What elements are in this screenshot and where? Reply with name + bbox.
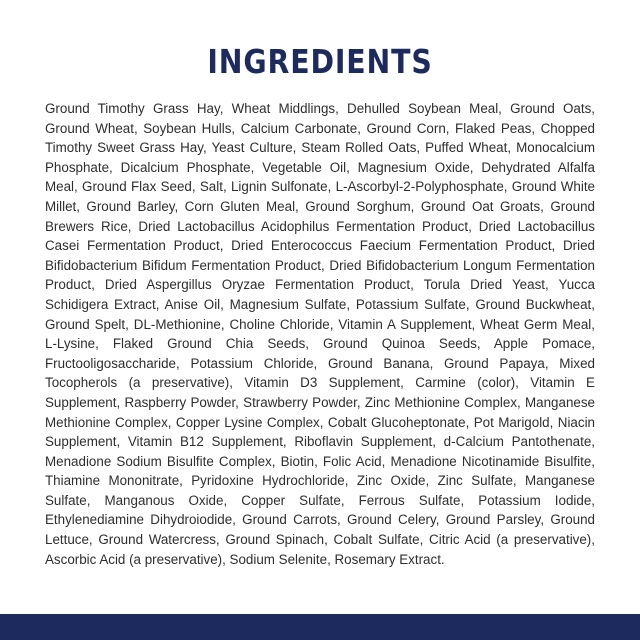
footer-bar — [0, 614, 640, 640]
page-title: INGREDIENTS — [207, 42, 433, 81]
ingredients-list: Ground Timothy Grass Hay, Wheat Middlings, Dehulled Soybean Meal, Ground Oats, Ground Wheat, Soybean Hulls, Calcium Carbonate, Ground Corn, Flaked Peas, Chopped Timothy Sweet Grass Hay, Yeast Culture, Steam Rolled Oats, Puffed Wheat, Monocalcium Phosphate, Dicalcium Phosphate, Vegetable Oil, Magnesium Oxide, Dehydrated Alfalfa Meal, Ground Flax Seed, Salt, Lignin Sulfonate, L-Ascorbyl-2-Polyphosphate, Ground White Millet, Ground Barley, Corn Gluten Meal, Ground Sorghum, Ground Oat Groats, Ground Brewers Rice, Dried Lactobacillus Acidophilus Fermentation Product, Dried Lactobacillus Casei Fermentation Product, Dried Enterococcus Faecium Fermentation Product, Dried Bifidobacterium Bifidum Fermentation Product, Dried Bifidobacterium Longum Fermentation Product, Dried Aspergillus Oryzae Fermentation Product, Torula Dried Yeast, Yucca Schidigera Extract, Anise Oil, Magnesium Sulfate, Potassium Sulfate, Ground Buckwheat, Ground Spelt, DL-Methionine, Choline Chloride, Vitamin A Supplement, Wheat Germ Meal, L-Lysine, Flaked Ground Chia Seeds, Ground Quinoa Seeds, Apple Pomace, Fructooligosaccharide, Potassium Chloride, Ground Banana, Ground Papaya, Mixed Tocopherols (a preservative), Vitamin D3 Supplement, Carmine (color), Vitamin E Supplement, Raspberry Powder, Strawberry Powder, Zinc Methionine Complex, Manganese Methionine Complex, Copper Lysine Complex, Cobalt Glucoheptonate, Pot Marigold, Niacin Supplement, Vitamin B12 Supplement, Riboflavin Supplement, d-Calcium Pantothenate, Menadione Sodium Bisulfite Complex, Biotin, Folic Acid, Menadione Nicotinamide Bisulfite, Thiamine Mononitrate, Pyridoxine Hydrochloride, Zinc Oxide, Zinc Sulfate, Manganese Sulfate, Manganous Oxide, Copper Sulfate, Ferrous Sulfate, Potassium Iodide, Ethylenediamine Dihydroiodide, Ground Carrots, Ground Celery, Ground Parsley, Ground Lettuce, Ground Watercress, Ground Spinach, Cobalt Sulfate, Citric Acid (a preservative), Ascorbic Acid (a preservative), Sodium Selenite, Rosemary Extract. — [45, 101, 595, 567]
